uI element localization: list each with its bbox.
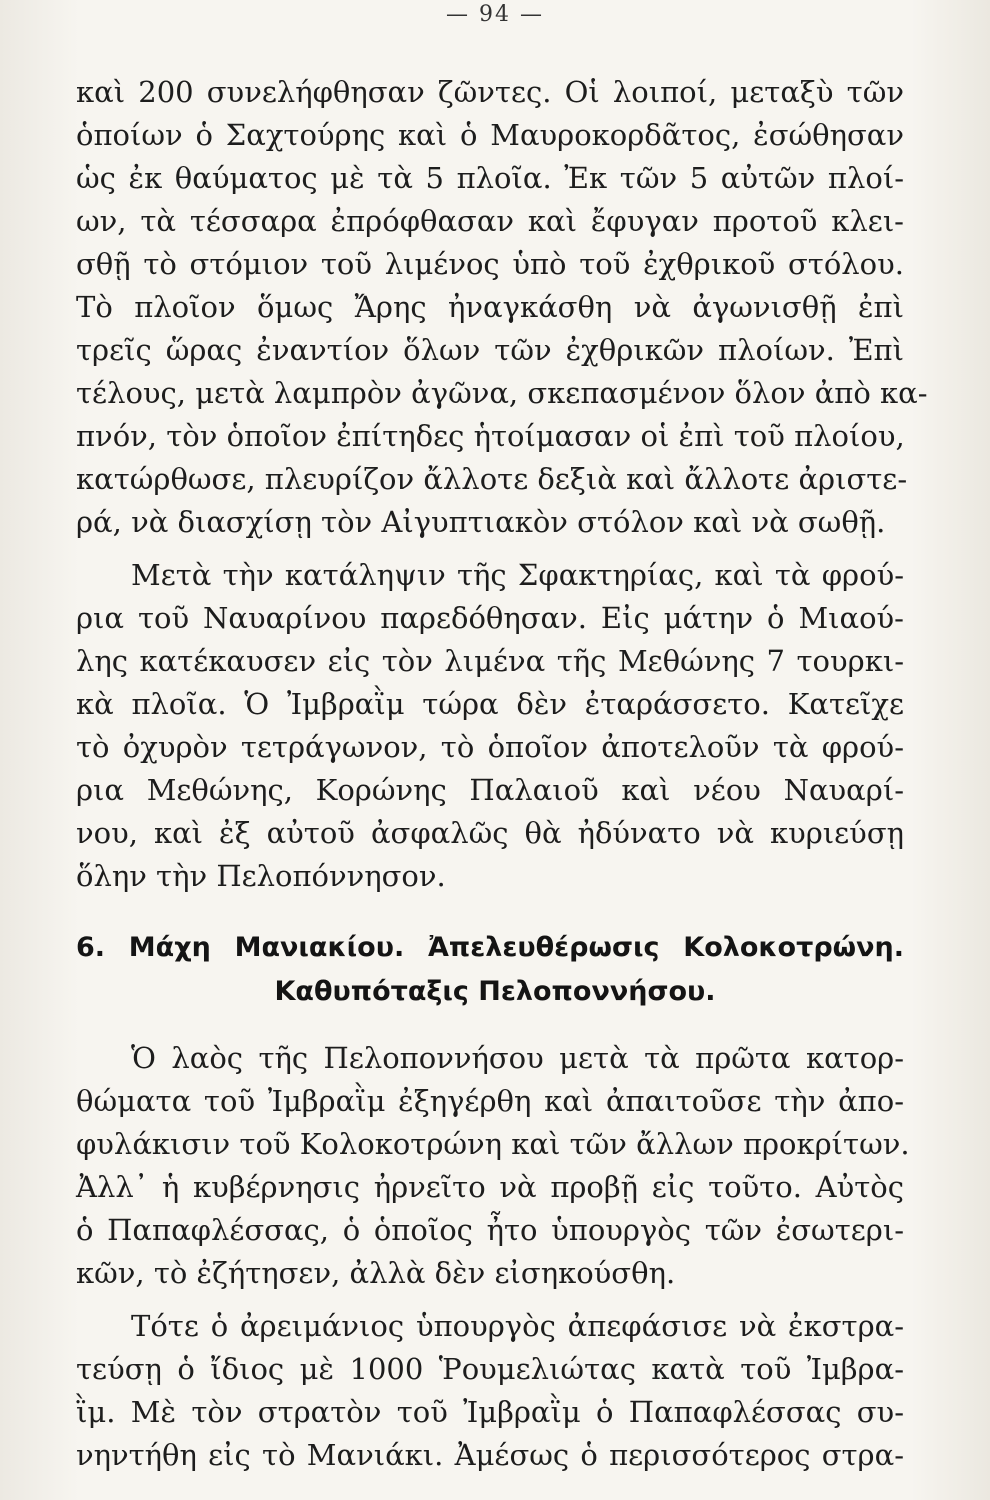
text-line: τεύσῃ ὁ ἴδιος μὲ 1000 Ῥουμελιώτας κατὰ τοῦ Ἰμβρα-	[76, 1352, 904, 1386]
text-line: Τὸ πλοῖον ὅμως Ἄρης ἠναγκάσθη νὰ ἀγωνισθῇ ἐπὶ	[76, 290, 904, 324]
text-line: νηντήθη εἰς τὸ Μανιάκι. Ἀμέσως ὁ περισσότερος στρα-	[76, 1438, 904, 1472]
text-line: κὰ πλοῖα. Ὁ Ἰμβραῒμ τώρα δὲν ἐταράσσετο. Κατεῖχε	[76, 687, 904, 721]
text-line: Ἀλλ᾽ ἡ κυβέρνησις ἠρνεῖτο νὰ προβῇ εἰς τοῦτο. Αὐτὸς	[76, 1170, 904, 1204]
text-line: Μετὰ τὴν κατάληψιν τῆς Σφακτηρίας, καὶ τὰ φρού-	[131, 558, 904, 592]
text-line: λης κατέκαυσεν εἰς τὸν λιμένα τῆς Μεθώνης 7 τουρκι-	[76, 644, 904, 678]
text-line: ρια τοῦ Ναυαρίνου παρεδόθησαν. Εἰς μάτην ὁ Μιαού-	[76, 601, 904, 635]
page-number: — 94 —	[446, 2, 544, 27]
text-line: νου, καὶ ἐξ αὐτοῦ ἀσφαλῶς θὰ ἠδύνατο νὰ κυριεύσῃ	[76, 816, 904, 850]
text-line: κατώρθωσε, πλευρίζον ἄλλοτε δεξιὰ καὶ ἄλλοτε ἀριστε-	[76, 462, 908, 496]
text-line: Τότε ὁ ἀρειμάνιος ὑπουργὸς ἀπεφάσισε νὰ ἐκστρα-	[131, 1309, 904, 1343]
text-line: φυλάκισιν τοῦ Κολοκοτρώνη καὶ τῶν ἄλλων προκρίτων.	[76, 1127, 910, 1161]
text-line: ων, τὰ τέσσαρα ἐπρόφθασαν καὶ ἔφυγαν προτοῦ κλει-	[76, 204, 904, 238]
text-line: καὶ 200 συνελήφθησαν ζῶντες. Οἱ λοιποί, μεταξὺ τῶν	[76, 75, 904, 109]
text-line: ὁ Παπαφλέσσας, ὁ ὁποῖος ἦτο ὑπουργὸς τῶν ἐσωτερι-	[76, 1213, 904, 1247]
section-title-line-1: 6. Μάχη Μανιακίου. Ἀπελευθέρωσις Κολοκοτρώνη.	[76, 932, 904, 963]
text-line: τὸ ὀχυρὸν τετράγωνον, τὸ ὁποῖον ἀποτελοῦν τὰ φρού-	[76, 730, 904, 764]
text-line: τέλους, μετὰ λαμπρὸν ἀγῶνα, σκεπασμένον ὅλον ἀπὸ κα-	[76, 376, 928, 410]
section-title-line-2: Καθυπόταξις Πελοποννήσου.	[274, 976, 716, 1007]
text-line: ὁποίων ὁ Σαχτούρης καὶ ὁ Μαυροκορδᾶτος, ἐσώθησαν	[76, 118, 904, 152]
text-line: τρεῖς ὥρας ἐναντίον ὅλων τῶν ἐχθρικῶν πλοίων. Ἐπὶ	[76, 333, 904, 367]
text-line: ὅλην τὴν Πελοπόννησον.	[76, 859, 446, 893]
text-line: πνόν, τὸν ὁποῖον ἐπίτηδες ἡτοίμασαν οἱ ἐπὶ τοῦ πλοίου,	[76, 419, 905, 453]
text-line: ῒμ. Μὲ τὸν στρατὸν τοῦ Ἰμβραῒμ ὁ Παπαφλέσσας συ-	[76, 1395, 904, 1429]
text-line: θώματα τοῦ Ἰμβραῒμ ἐξηγέρθη καὶ ἀπαιτοῦσε τὴν ἀπο-	[76, 1084, 904, 1118]
text-line: ρά, νὰ διασχίσῃ τὸν Αἰγυπτιακὸν στόλον καὶ νὰ σωθῇ.	[76, 505, 886, 539]
text-line: Ὁ λαὸς τῆς Πελοποννήσου μετὰ τὰ πρῶτα κατορ-	[131, 1041, 904, 1075]
text-line: ὡς ἐκ θαύματος μὲ τὰ 5 πλοῖα. Ἐκ τῶν 5 αὐτῶν πλοί-	[76, 161, 904, 195]
text-line: σθῇ τὸ στόμιον τοῦ λιμένος ὑπὸ τοῦ ἐχθρικοῦ στόλου.	[76, 247, 904, 281]
text-line: κῶν, τὸ ἐζήτησεν, ἀλλὰ δὲν εἰσηκούσθη.	[76, 1256, 676, 1290]
text-line: ρια Μεθώνης, Κορώνης Παλαιοῦ καὶ νέου Ναυαρί-	[76, 773, 904, 807]
